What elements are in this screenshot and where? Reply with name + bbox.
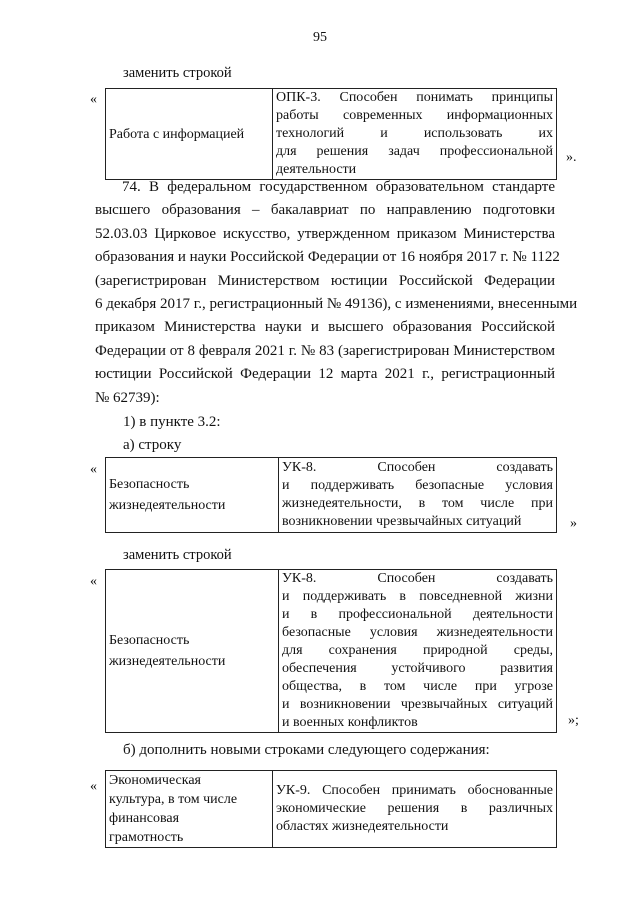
table1-right-cell	[273, 89, 557, 180]
competency-table-3	[105, 569, 557, 733]
table3-left-line: Безопасность	[109, 633, 190, 648]
close-quote-1: ».	[566, 150, 577, 165]
open-quote-2: «	[90, 462, 97, 477]
table1-right-line: технологий и использовать их	[276, 126, 553, 141]
table4-right-cell	[273, 771, 557, 848]
close-quote-2: »	[570, 516, 577, 531]
table4-left-cell	[106, 771, 273, 848]
open-quote-3: «	[90, 574, 97, 589]
table3-right-line: для сохранения природной среды,	[282, 643, 553, 658]
table3-right-line: и в профессиональной деятельности	[282, 607, 553, 622]
table3-right-line: и поддерживать в повседневной жизни	[282, 589, 553, 604]
replace-with-line-intro-3: заменить строкой	[123, 547, 232, 563]
table2-right-line: жизнедеятельности, в том числе при	[282, 496, 553, 511]
table2-right-cell	[279, 458, 557, 533]
table4-right-line: экономические решения в различных	[276, 801, 553, 816]
table2-right-line: возникновении чрезвычайных ситуаций	[282, 514, 522, 529]
table3-right-line: УК-8. Способен создавать	[282, 571, 553, 586]
table2-right-line: и поддерживать безопасные условия	[282, 478, 553, 493]
paragraph-line: юстиции Российской Федерации 12 марта 2021 г., регистрационный	[95, 366, 555, 383]
competency-table-1	[105, 88, 557, 180]
table4-left-line: культура, в том числе	[109, 792, 238, 807]
table1-right-line: работы современных информационных	[276, 108, 553, 123]
table3-right-line: и возникновении чрезвычайных ситуаций	[282, 697, 553, 712]
table2-right-line: УК-8. Способен создавать	[282, 460, 553, 475]
paragraph-line: (зарегистрирован Министерством юстиции Российской Федерации	[95, 272, 555, 289]
paragraph-line: № 62739):	[95, 389, 160, 406]
paragraph-line: высшего образования – бакалавриат по направлению подготовки	[95, 202, 555, 219]
table4-left-line: Экономическая	[109, 773, 201, 788]
open-quote-4: «	[90, 779, 97, 794]
table2-left-line: жизнедеятельности	[109, 498, 226, 513]
item-1-point: 1) в пункте 3.2:	[123, 414, 221, 430]
paragraph-line: Федерации от 8 февраля 2021 г. № 83 (зарегистрирован Министерством	[95, 342, 555, 359]
table1-left-text: Работа с информацией	[109, 126, 245, 142]
paragraph-line: приказом Министерства науки и высшего образования Российской	[95, 319, 555, 336]
table3-right-line: безопасные условия жизнедеятельности	[282, 625, 553, 640]
table4-left-line: грамотность	[109, 830, 184, 845]
replace-with-line-intro-1: заменить строкой	[123, 65, 232, 81]
paragraph-line: 52.03.03 Цирковое искусство, утвержденном приказом Министерства	[95, 225, 555, 242]
table4-left-line: финансовая	[109, 811, 180, 826]
table3-right-cell	[279, 570, 557, 733]
table1-right-line: ОПК-3. Способен понимать принципы	[276, 90, 553, 105]
paragraph-line: образования и науки Российской Федерации от 16 ноября 2017 г. № 1122	[95, 249, 560, 266]
table1-left-cell	[106, 89, 273, 180]
page-number: 95	[313, 30, 327, 45]
table4-right-line: областях жизнедеятельности	[276, 819, 449, 834]
table4-right-line: УК-9. Способен принимать обоснованные	[276, 783, 553, 798]
table2-left-line: Безопасность	[109, 477, 190, 492]
item-a-line: а) строку	[123, 437, 182, 453]
paragraph-line: 6 декабря 2017 г., регистрационный № 49136), с изменениями, внесенными	[95, 296, 578, 313]
open-quote-1: «	[90, 92, 97, 107]
item-b-line: б) дополнить новыми строками следующего содержания:	[123, 742, 490, 758]
table3-right-line: и военных конфликтов	[282, 715, 418, 730]
table3-left-line: жизнедеятельности	[109, 654, 226, 669]
paragraph-74	[95, 176, 578, 410]
table1-right-line: для решения задач профессиональной	[276, 144, 553, 159]
table1-right-line: деятельности	[276, 162, 357, 177]
competency-table-2	[105, 457, 557, 533]
close-quote-3: »;	[568, 713, 579, 728]
table3-right-line: общества, в том числе при угрозе	[282, 679, 553, 694]
table3-right-line: обеспечения устойчивого развития	[282, 661, 553, 676]
table3-left-cell	[106, 570, 279, 733]
table2-left-cell	[106, 458, 279, 533]
competency-table-4	[105, 770, 557, 848]
paragraph-line: 74. В федеральном государственном образовательном стандарте	[122, 179, 555, 195]
